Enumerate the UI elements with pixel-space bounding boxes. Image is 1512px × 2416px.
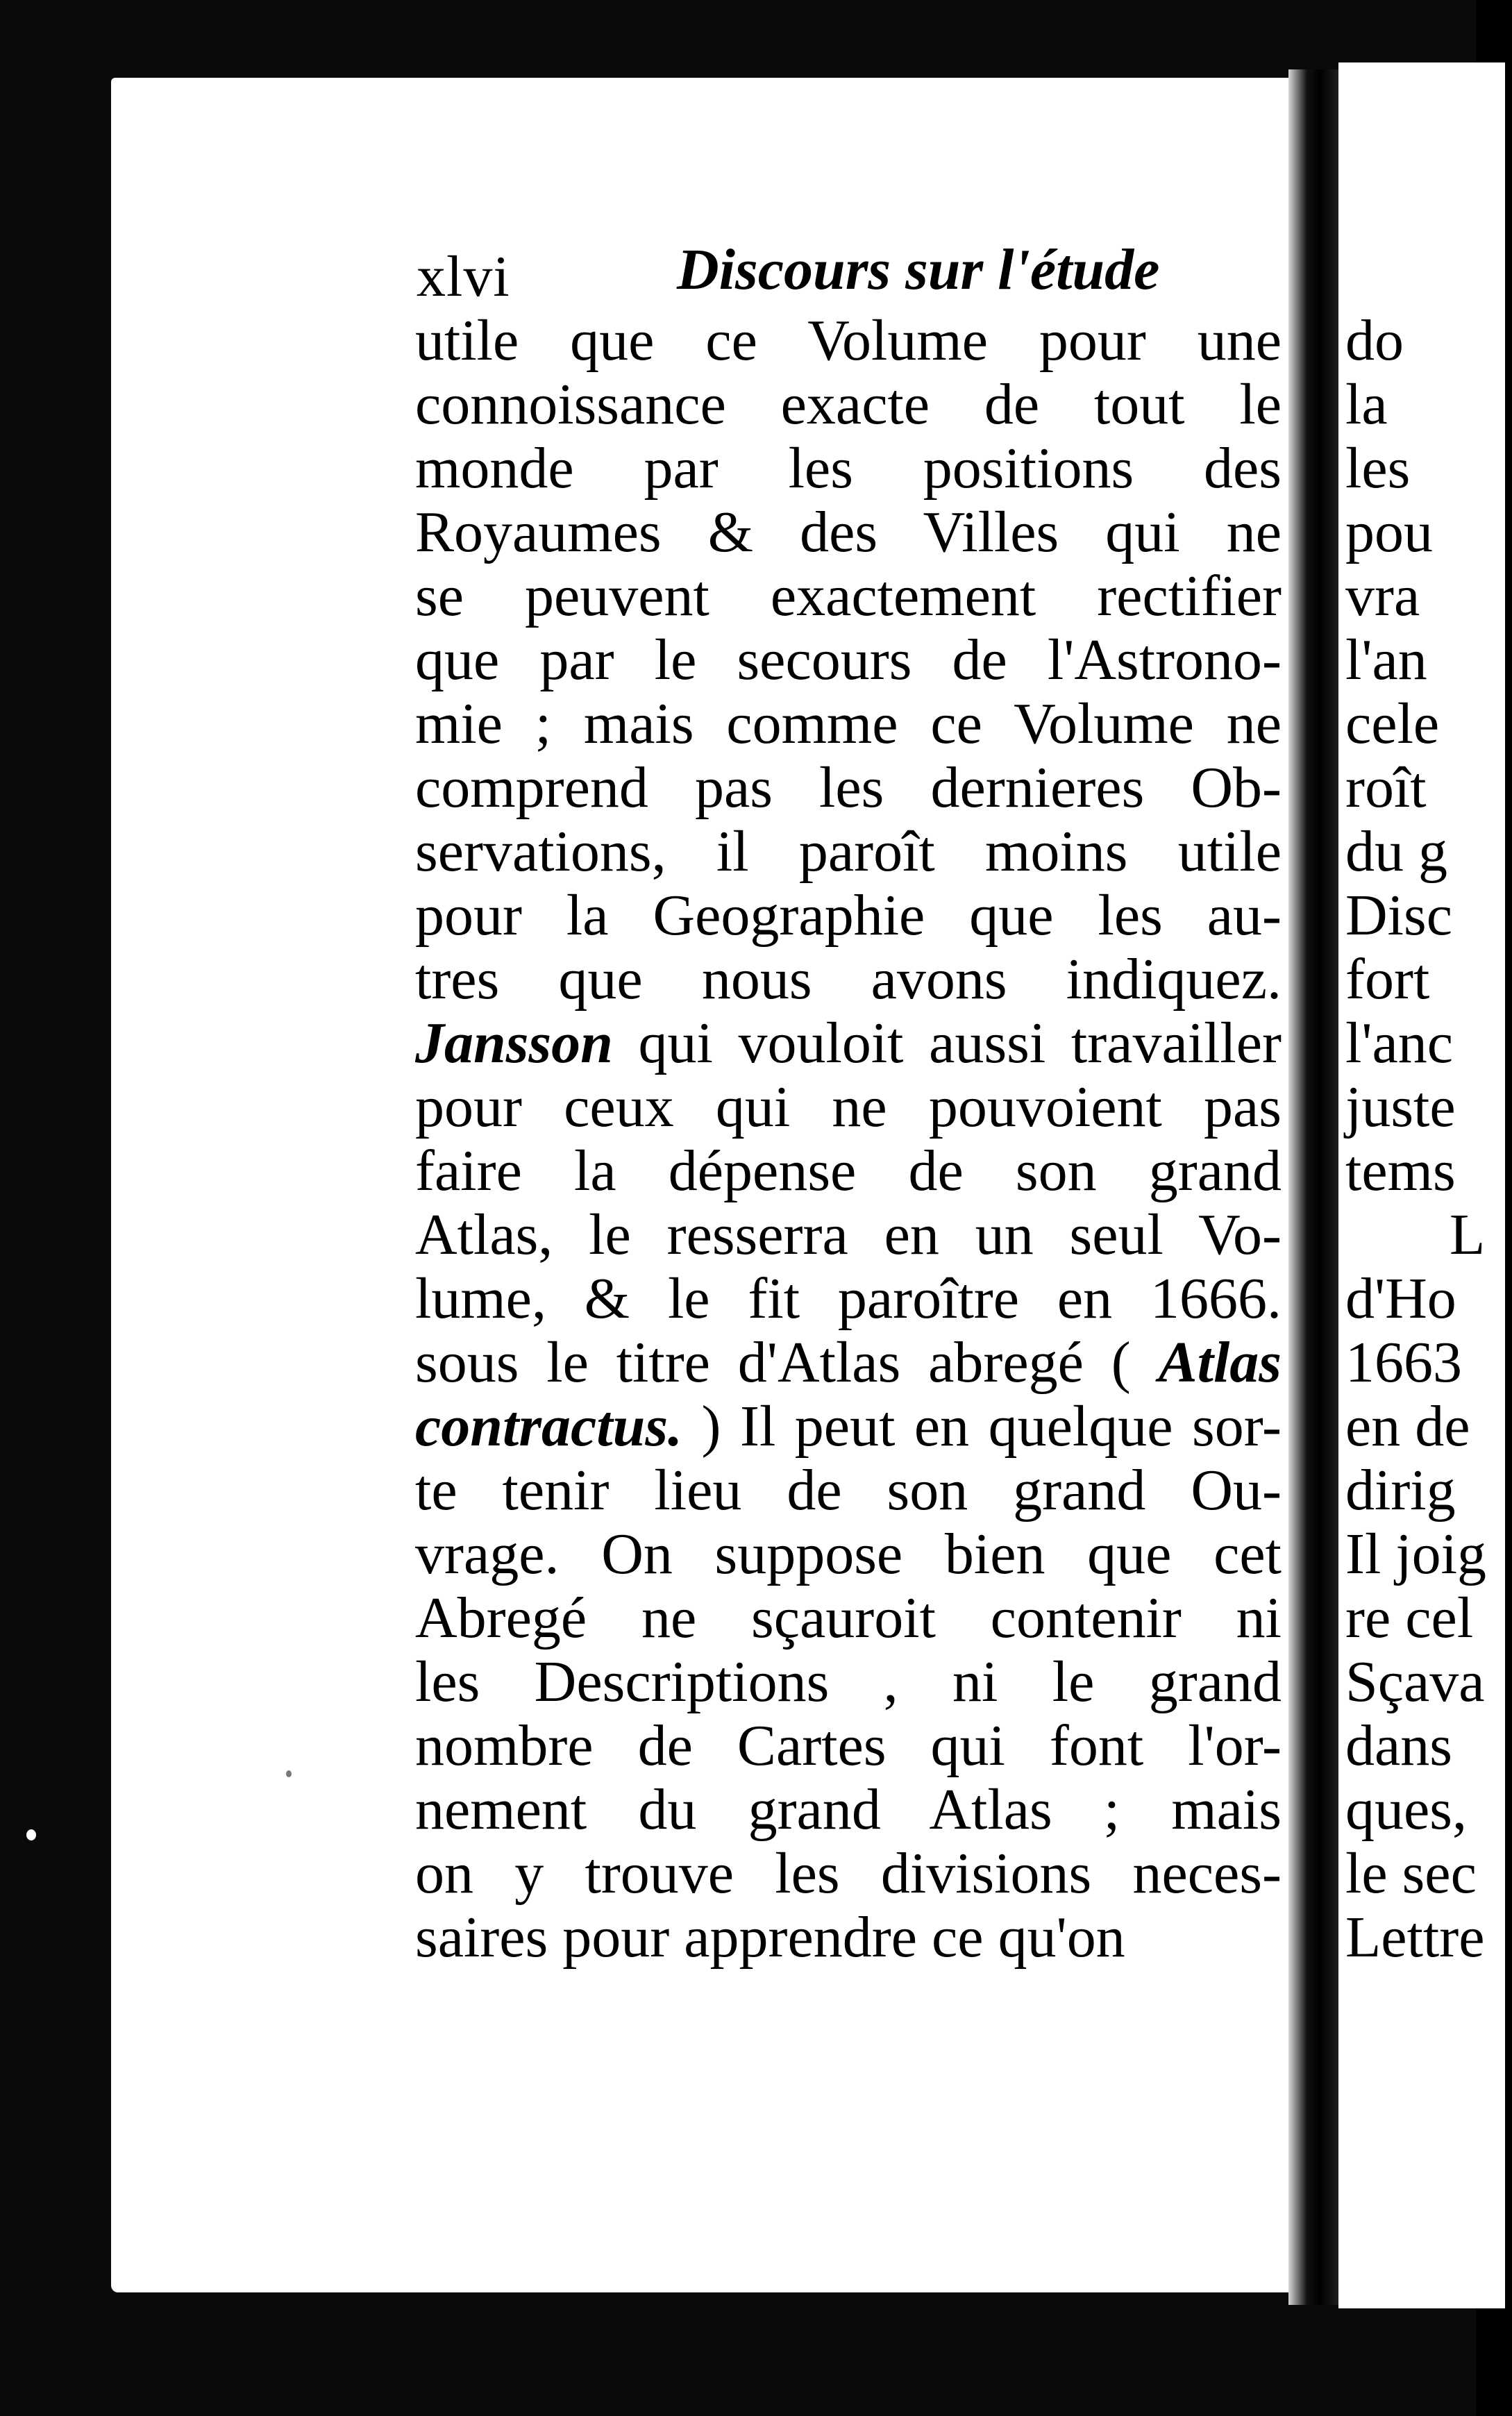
margin-speck: [26, 1829, 36, 1840]
text-line: [415, 1650, 1282, 1714]
text-run: ) Il peut en quelque sor-: [682, 1394, 1282, 1459]
text-run: se peuvent exactement rectifier: [415, 564, 1282, 628]
text-run: vrage. On suppose bien que cet: [415, 1522, 1282, 1586]
text-line-fragment: cele: [1345, 691, 1440, 756]
text-line-fragment: 1663: [1345, 1330, 1462, 1395]
text-run: sous le titre d'Atlas abregé (: [415, 1330, 1159, 1395]
text-line: [415, 884, 1282, 948]
text-line: [415, 1395, 1282, 1459]
text-run: faire la dépense de son grand: [415, 1139, 1282, 1203]
text-run: mie ; mais comme ce Volume ne: [415, 691, 1282, 756]
left-page-text: [415, 309, 1282, 1970]
text-run: utile que ce Volume pour une: [415, 308, 1282, 373]
text-line: [415, 437, 1282, 501]
text-run: on y trouve les divisions neces-: [415, 1841, 1282, 1906]
right-page-text: [1345, 309, 1512, 1970]
text-run: nement du grand Atlas ; mais: [415, 1777, 1282, 1842]
text-line: [415, 756, 1282, 820]
italic-text: contractus.: [415, 1394, 683, 1459]
text-line: [415, 1714, 1282, 1778]
text-line: [415, 564, 1282, 628]
text-line-fragment: re cel: [1345, 1586, 1474, 1650]
text-line: [415, 1778, 1282, 1842]
text-line: [415, 1586, 1282, 1650]
text-line: [415, 1842, 1282, 1906]
text-run: servations, il paroît moins utile: [415, 819, 1282, 884]
text-run: nombre de Cartes qui font l'or-: [415, 1713, 1282, 1778]
text-run: Royaumes & des Villes qui ne: [415, 500, 1282, 564]
text-line-fragment: les: [1345, 436, 1411, 501]
page-number: xlvi: [417, 244, 510, 309]
text-run: pour la Geographie que les au-: [415, 883, 1282, 948]
text-run: tres que nous avons indiquez.: [415, 947, 1282, 1012]
italic-text: Jansson: [415, 1011, 613, 1075]
text-run: lume, & le fit paroître en 1666.: [415, 1266, 1282, 1331]
text-line-fragment: Il joig: [1345, 1522, 1486, 1586]
text-run: monde par les positions des: [415, 436, 1282, 501]
running-title: Discours sur l'étude: [677, 237, 1160, 302]
margin-speck: [286, 1770, 292, 1777]
text-run: qui vouloit aussi travailler: [612, 1011, 1282, 1075]
text-line: [415, 1522, 1282, 1586]
text-line-fragment: la: [1345, 372, 1388, 437]
text-line: [415, 1267, 1282, 1331]
text-line-fragment: L: [1450, 1202, 1486, 1267]
text-line-fragment: Lettre: [1345, 1905, 1485, 1970]
text-line-fragment: pou: [1345, 500, 1433, 564]
text-run: connoissance exacte de tout le: [415, 372, 1282, 437]
text-line: [415, 309, 1282, 373]
text-line: [415, 1012, 1282, 1075]
text-line-fragment: Sçava: [1345, 1650, 1485, 1714]
text-line: [415, 820, 1282, 884]
text-run: saires pour apprendre ce qu'on: [415, 1905, 1125, 1970]
text-line: [415, 501, 1282, 564]
text-line-fragment: do: [1345, 308, 1404, 373]
text-line: [415, 1139, 1282, 1203]
text-line-fragment: ques,: [1345, 1777, 1467, 1842]
text-line-fragment: roît: [1345, 755, 1427, 820]
text-run: te tenir lieu de son grand Ou-: [415, 1458, 1282, 1522]
text-line: [415, 1075, 1282, 1139]
text-run: que par le secours de l'Astrono-: [415, 628, 1282, 692]
text-line-fragment: fort: [1345, 947, 1430, 1012]
text-line: [415, 692, 1282, 756]
text-line-fragment: le sec: [1345, 1841, 1477, 1906]
text-run: Abregé ne sçauroit contenir ni: [415, 1586, 1282, 1650]
text-line-fragment: dans: [1345, 1713, 1452, 1778]
text-line-fragment: tems: [1345, 1139, 1456, 1203]
text-line-fragment: l'an: [1345, 628, 1427, 692]
text-line-fragment: d'Ho: [1345, 1266, 1456, 1331]
text-line: [415, 373, 1282, 437]
text-line: [415, 1906, 1282, 1970]
text-line-fragment: Disc: [1345, 883, 1452, 948]
text-run: les Descriptions , ni le grand: [415, 1650, 1282, 1714]
text-run: Atlas, le resserra en un seul Vo-: [415, 1202, 1282, 1267]
text-line: [415, 1203, 1282, 1267]
text-line-fragment: vra: [1345, 564, 1420, 628]
gutter-shadow: [1288, 69, 1341, 2305]
text-line: [415, 1459, 1282, 1522]
text-line: [415, 948, 1282, 1012]
text-run: pour ceux qui ne pouvoient pas: [415, 1075, 1282, 1139]
text-line: [415, 628, 1282, 692]
text-line: [415, 1331, 1282, 1395]
text-line-fragment: juste: [1345, 1075, 1456, 1139]
text-line-fragment: du g: [1345, 819, 1447, 884]
text-run: comprend pas les dernieres Ob-: [415, 755, 1282, 820]
italic-text: Atlas: [1158, 1330, 1282, 1395]
text-line-fragment: en de: [1345, 1394, 1470, 1459]
text-line-fragment: dirig: [1345, 1458, 1456, 1522]
text-line-fragment: l'anc: [1345, 1011, 1454, 1075]
